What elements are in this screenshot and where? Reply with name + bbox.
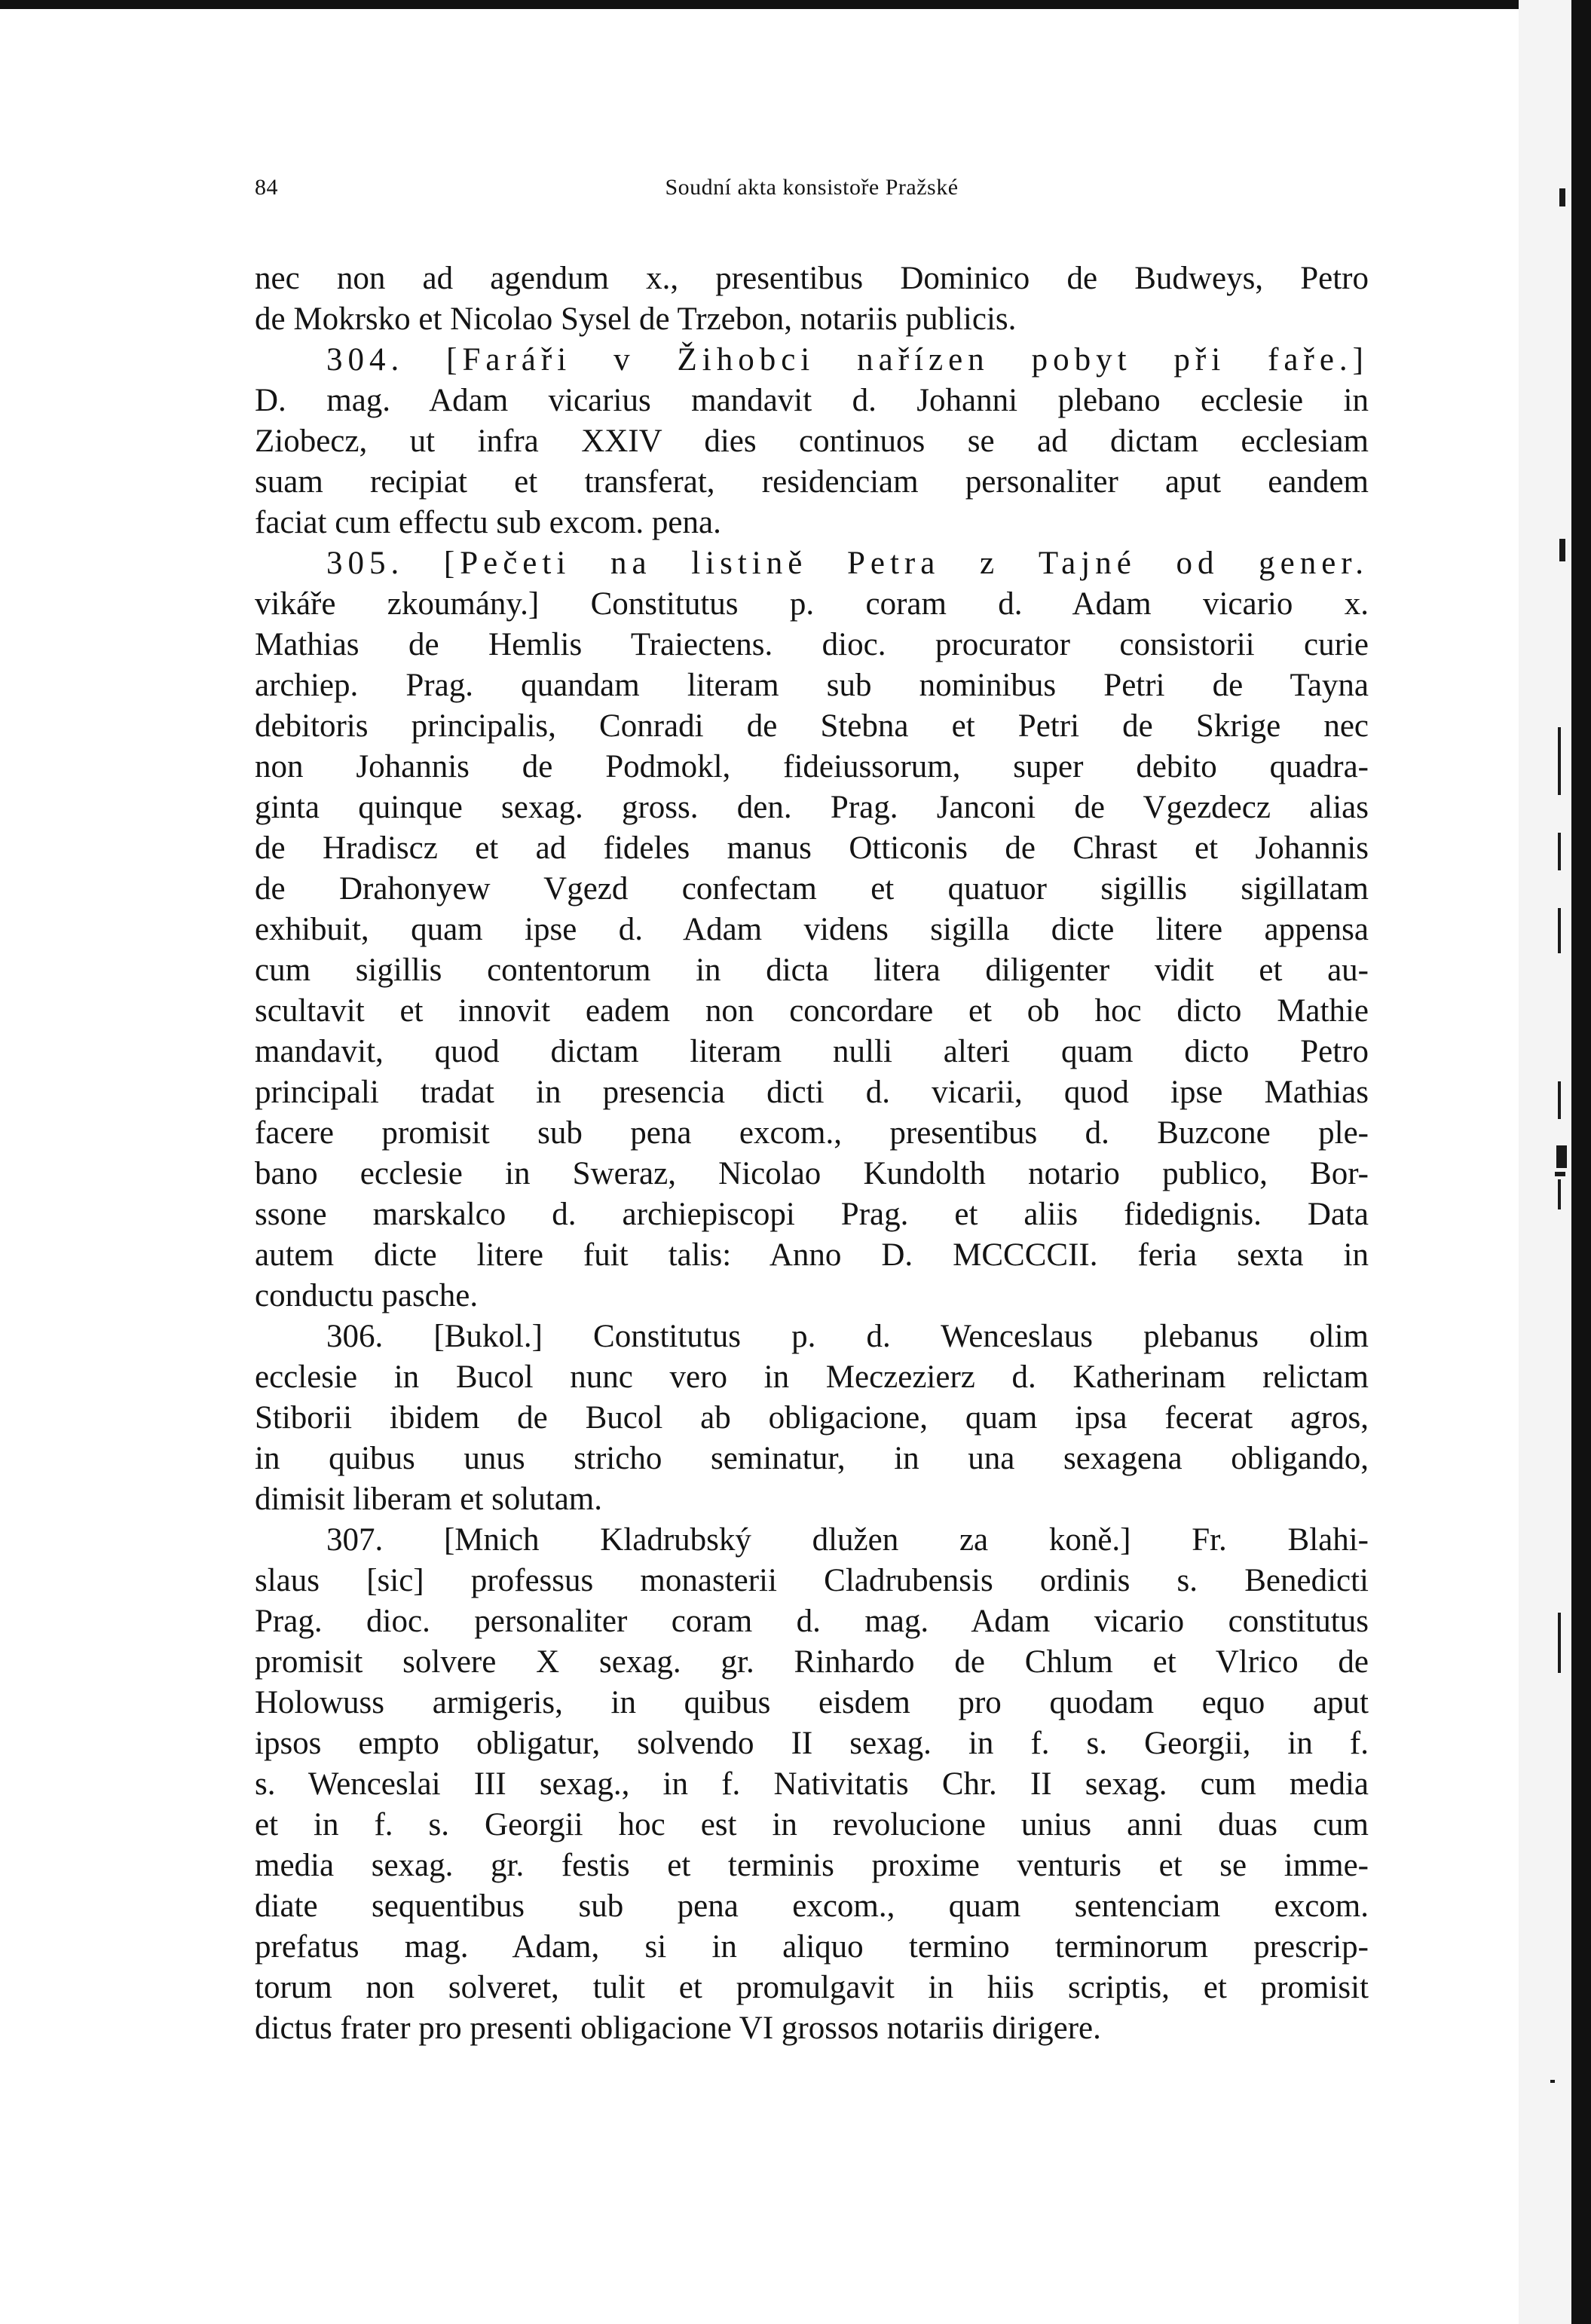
text-line: ecclesie in Bucol nunc vero in Meczezierz d. Katherinam relictam	[255, 1359, 1369, 1395]
text-line: Ziobecz, ut infra XXIV dies continuos se ad dictam ecclesiam	[255, 424, 1369, 459]
text-line: dimisit liberam et solutam.	[255, 1482, 602, 1517]
running-head	[255, 175, 1369, 205]
scan-speck	[1559, 539, 1565, 561]
scan-speck	[1558, 1179, 1561, 1209]
entry-305-heading: 305. [Pečeti na listině Petra z Tajné od gener.	[326, 546, 1369, 581]
text-line: conductu pasche.	[255, 1278, 479, 1313]
text-line: Prag. dioc. personaliter coram d. mag. Adam vicario constitutus	[255, 1604, 1369, 1639]
text-line: bano ecclesie in Sweraz, Nicolao Kundolth notario publico, Bor-	[255, 1156, 1369, 1191]
scan-speck	[1558, 1613, 1561, 1673]
text-line: de Hradiscz et ad fideles manus Otticonis de Chrast et Johannis	[255, 830, 1369, 866]
text-line: debitoris principalis, Conradi de Stebna et Petri de Skrige nec	[255, 708, 1369, 744]
text-line: D. mag. Adam vicarius mandavit d. Johanni plebano ecclesie in	[255, 383, 1369, 418]
scan-border-right	[1571, 0, 1591, 2324]
text-line: slaus [sic] professus monasterii Cladrubensis ordinis s. Benedicti	[255, 1563, 1369, 1598]
text-line: vikáře zkoumány.] Constitutus p. coram d. Adam vicario x.	[255, 586, 1369, 622]
text-line: nec non ad agendum x., presentibus Dominico de Budweys, Petro	[255, 261, 1369, 296]
text-line: Stiborii ibidem de Bucol ab obligacione, quam ipsa fecerat agros,	[255, 1400, 1369, 1436]
entry-306-heading: 306. [Bukol.] Constitutus p. d. Wenceslaus plebanus olim	[326, 1319, 1369, 1354]
text-line: exhibuit, quam ipse d. Adam videns sigilla dicte litere appensa	[255, 912, 1369, 947]
entry-307-heading: 307. [Mnich Kladrubský dlužen za koně.] Fr. Blahi-	[326, 1522, 1369, 1558]
text-line: s. Wenceslai III sexag., in f. Nativitatis Chr. II sexag. cum media	[255, 1766, 1369, 1802]
text-line: media sexag. gr. festis et terminis proxime venturis et se imme-	[255, 1848, 1369, 1883]
text-line: archiep. Prag. quandam literam sub nominibus Petri de Tayna	[255, 668, 1369, 703]
scan-border-top	[0, 0, 1591, 9]
scan-speck	[1558, 1081, 1561, 1119]
text-line: in quibus unus stricho seminatur, in una sexagena obligando,	[255, 1441, 1369, 1476]
text-line: mandavit, quod dictam literam nulli alteri quam dicto Petro	[255, 1034, 1369, 1069]
text-line: de Drahonyew Vgezd confectam et quatuor sigillis sigillatam	[255, 871, 1369, 907]
scan-speck	[1558, 727, 1561, 795]
scan-speck	[1559, 188, 1565, 206]
text-line: principali tradat in presencia dicti d. vicarii, quod ipse Mathias	[255, 1075, 1369, 1110]
scan-speck	[1556, 1145, 1567, 1168]
text-line: ginta quinque sexag. gross. den. Prag. Janconi de Vgezdecz alias	[255, 790, 1369, 825]
text-line: ssone marskalco d. archiepiscopi Prag. et aliis fidedignis. Data	[255, 1197, 1369, 1232]
body-text	[255, 258, 1369, 2049]
text-line: facere promisit sub pena excom., presentibus d. Buzcone ple-	[255, 1115, 1369, 1151]
text-line: dictus frater pro presenti obligacione VI grossos notariis dirigere.	[255, 2011, 1101, 2046]
entry-304-heading: 304. [Faráři v Žihobci nařízen pobyt při faře.]	[326, 342, 1369, 378]
text-line: autem dicte litere fuit talis: Anno D. MCCCCII. feria sexta in	[255, 1237, 1369, 1273]
text-line: torum non solveret, tulit et promulgavit in hiis scriptis, et promisit	[255, 1970, 1369, 2005]
page-number: 84	[255, 175, 278, 200]
text-line: faciat cum effectu sub excom. pena.	[255, 505, 721, 540]
text-line: diate sequentibus sub pena excom., quam sentenciam excom.	[255, 1888, 1369, 1924]
text-line: cum sigillis contentorum in dicta litera diligenter vidit et au-	[255, 953, 1369, 988]
text-line: Mathias de Hemlis Traiectens. dioc. procurator consistorii curie	[255, 627, 1369, 662]
scan-speck	[1550, 2080, 1555, 2083]
scan-speck	[1558, 908, 1561, 953]
running-title: Soudní akta konsistoře Pražské	[665, 175, 959, 200]
text-line: scultavit et innovit eadem non concordare et ob hoc dicto Mathie	[255, 993, 1369, 1029]
scan-speck	[1555, 1172, 1565, 1176]
text-line: et in f. s. Georgii hoc est in revolucione unius anni duas cum	[255, 1807, 1369, 1842]
text-line: prefatus mag. Adam, si in aliquo termino terminorum prescrip-	[255, 1929, 1369, 1965]
text-line: ipsos empto obligatur, solvendo II sexag. in f. s. Georgii, in f.	[255, 1726, 1369, 1761]
text-line: promisit solvere X sexag. gr. Rinhardo de Chlum et Vlrico de	[255, 1644, 1369, 1680]
scan-speck	[1558, 833, 1561, 870]
text-line: suam recipiat et transferat, residenciam personaliter aput eandem	[255, 464, 1369, 500]
text-line: non Johannis de Podmokl, fideiussorum, super debito quadra-	[255, 749, 1369, 784]
text-line: de Mokrsko et Nicolao Sysel de Trzebon, notariis publicis.	[255, 301, 1017, 337]
text-line: Holowuss armigeris, in quibus eisdem pro quodam equo aput	[255, 1685, 1369, 1720]
